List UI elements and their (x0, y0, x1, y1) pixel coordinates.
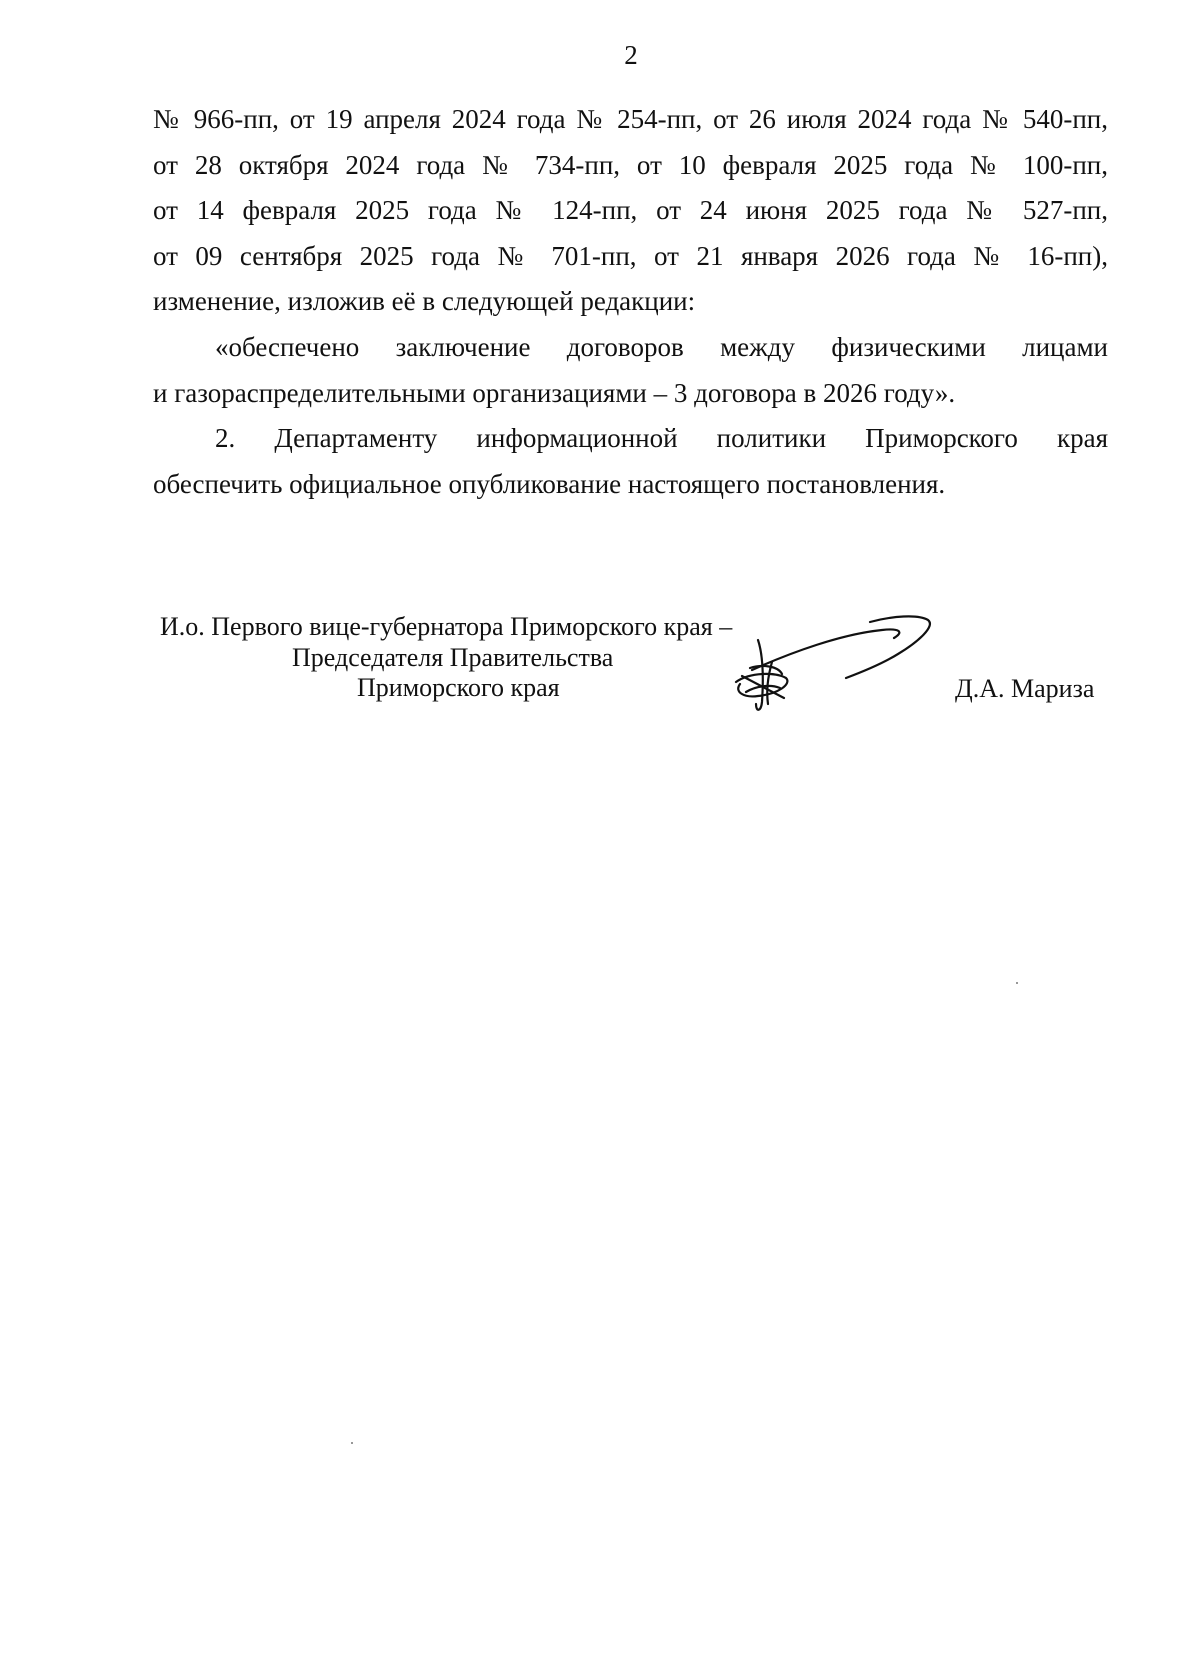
signatory-title-line: Председателя Правительства (292, 642, 614, 672)
body-line: № 966-пп, от 19 апреля 2024 года № 254-пп, от 26 июля 2024 года № 540-пп, (153, 104, 1108, 134)
document-body (153, 97, 1108, 507)
handwritten-signature (722, 612, 942, 727)
paragraph-2-line: обеспечить официальное опубликование настоящего постановления. (153, 468, 946, 499)
quoted-clause-line: и газораспределительными организациями – 3 договора в 2026 году». (153, 377, 956, 408)
signatory-title-line: Приморского края (357, 673, 560, 702)
signatory-title-line: И.о. Первого вице-губернатора Приморского края – (160, 612, 733, 641)
page-number: 2 (624, 40, 638, 70)
paragraph-2-line: 2. Департаменту информационной политики Приморского края (215, 423, 1108, 454)
body-line: от 09 сентября 2025 года № 701-пп, от 21 января 2026 года № 16-пп), (153, 240, 1108, 271)
signature-block (0, 612, 1200, 722)
body-line: от 14 февраля 2025 года № 124-пп, от 24 июня 2025 года № 527-пп, (153, 195, 1108, 226)
body-line: от 28 октября 2024 года № 734-пп, от 10 февраля 2025 года № 100-пп, (153, 149, 1108, 180)
body-line: изменение, изложив её в следующей редакции: (153, 286, 696, 317)
signatory-title (160, 612, 800, 704)
quoted-clause-line: «обеспечено заключение договоров между физическими лицами (215, 331, 1108, 362)
scan-speck (351, 1442, 353, 1444)
signatory-name: Д.А. Мариза (955, 674, 1095, 703)
scan-speck (1016, 982, 1018, 984)
